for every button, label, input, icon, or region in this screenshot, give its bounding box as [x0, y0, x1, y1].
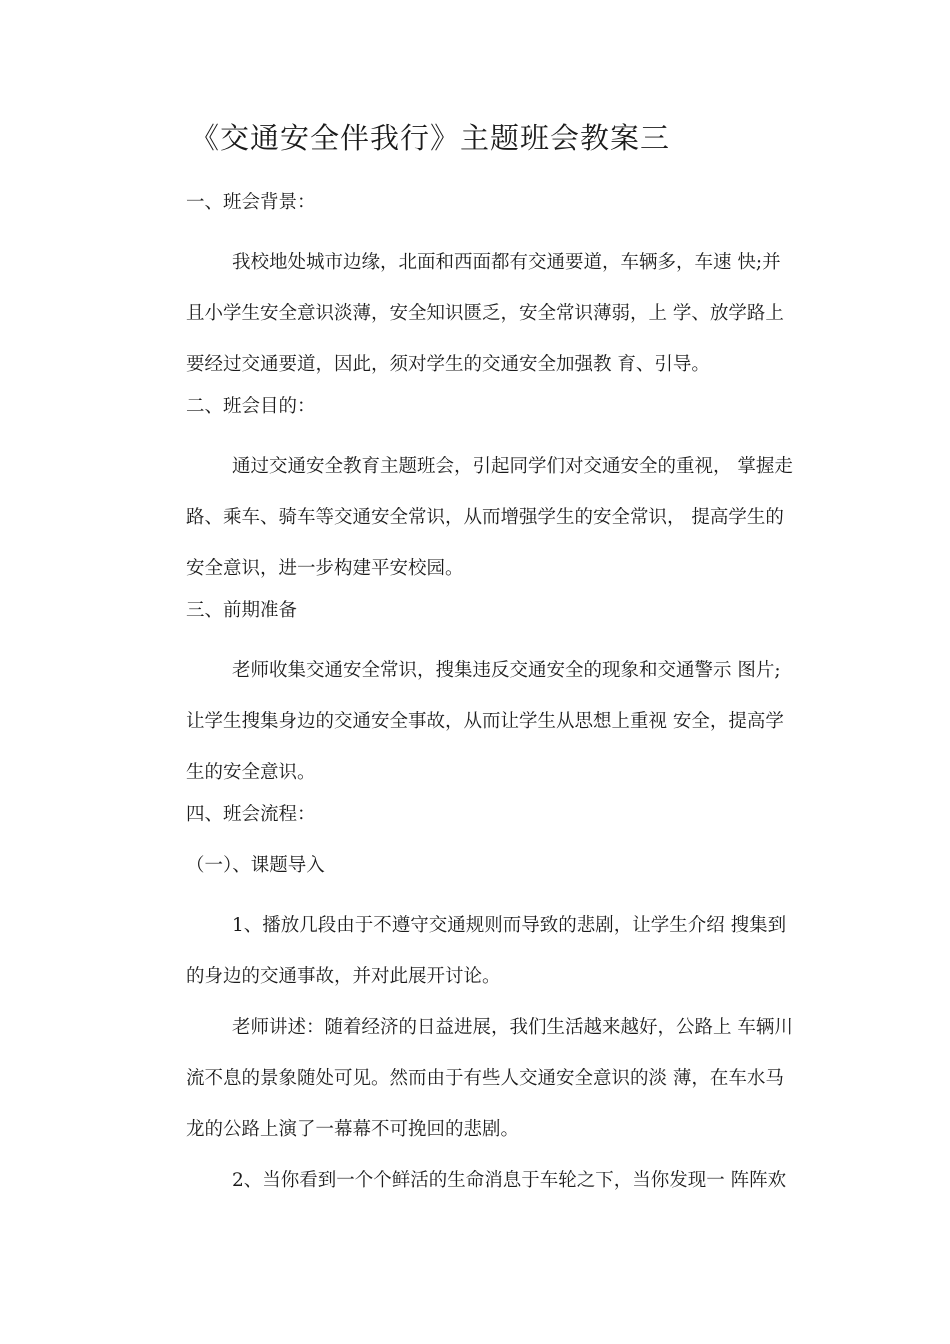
- section-heading-purpose: 二、班会目的：: [186, 396, 316, 417]
- paragraph-line: 的身边的交通事故，并对此展开讨论。: [186, 966, 501, 987]
- paragraph-background: [140, 237, 802, 390]
- section-heading-preparation: 三、前期准备: [186, 600, 298, 621]
- paragraph-item-1: [140, 900, 802, 1002]
- paragraph-line: 老师收集交通安全常识，搜集违反交通安全的现象和交通警示 图片;: [232, 660, 781, 681]
- paragraph-line: 通过交通安全教育主题班会，引起同学们对交通安全的重视， 掌握走: [232, 456, 793, 477]
- paragraph-line: 老师讲述：随着经济的日益进展，我们生活越来越好，公路上 车辆川: [232, 1017, 793, 1038]
- paragraph-line: 生的安全意识。: [186, 762, 316, 783]
- paragraph-preparation: [140, 645, 802, 798]
- paragraph-line: 且小学生安全意识淡薄，安全知识匮乏，安全常识薄弱，上 学、放学路上: [186, 303, 784, 324]
- paragraph-line: 要经过交通要道，因此，须对学生的交通安全加强教 育、引导。: [186, 354, 710, 375]
- paragraph-item-2: [140, 1155, 802, 1206]
- paragraph-line: 我校地处城市边缘，北面和西面都有交通要道，车辆多，车速 快;并: [232, 252, 781, 273]
- section-heading-background: 一、班会背景：: [186, 192, 316, 213]
- paragraph-line: 路、乘车、骑车等交通安全常识，从而增强学生的安全常识， 提高学生的: [186, 507, 784, 528]
- paragraph-teacher-narration: [140, 1002, 802, 1155]
- paragraph-line: 安全意识，进一步构建平安校园。: [186, 558, 464, 579]
- document-body: [140, 186, 802, 1206]
- paragraph-line: 流不息的景象随处可见。然而由于有些人交通安全意识的淡 薄，在车水马: [186, 1068, 784, 1089]
- paragraph-line: 龙的公路上演了一幕幕不可挽回的悲剧。: [186, 1119, 520, 1140]
- paragraph-purpose: [140, 441, 802, 594]
- paragraph-line: 1、播放几段由于不遵守交通规则而导致的悲剧，让学生介绍 搜集到: [232, 915, 787, 936]
- paragraph-line: 让学生搜集身边的交通安全事故，从而让学生从思想上重视 安全，提高学: [186, 711, 784, 732]
- paragraph-line: 2、当你看到一个个鲜活的生命消息于车轮之下，当你发现一 阵阵欢: [232, 1170, 787, 1191]
- document-title: 《交通安全伴我行》主题班会教案三: [189, 121, 670, 155]
- section-heading-process: 四、班会流程：: [186, 804, 316, 825]
- subsection-heading-intro: （一）、课题导入: [186, 855, 325, 876]
